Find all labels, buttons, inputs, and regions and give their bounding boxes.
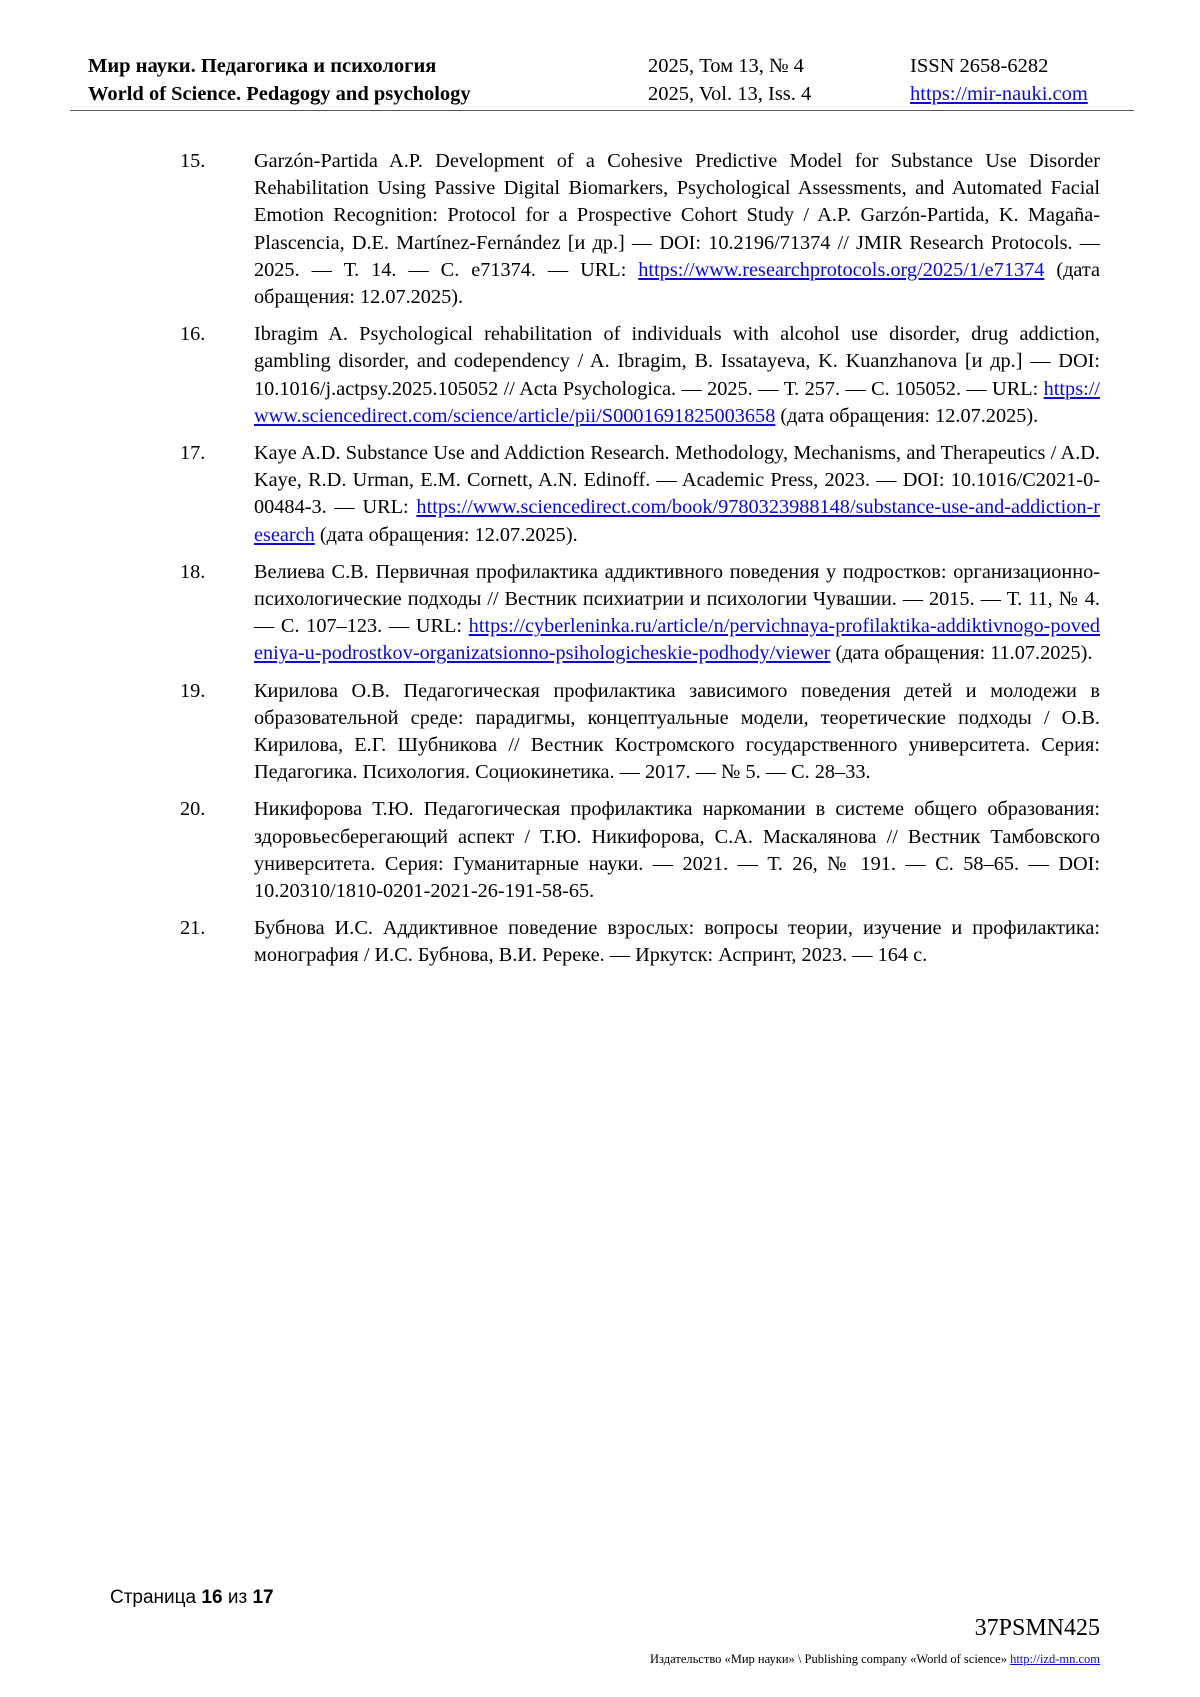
reference-item bbox=[180, 915, 1100, 969]
page-header bbox=[88, 52, 1134, 112]
reference-access-date: (дата обращения: 12.07.2025). bbox=[254, 258, 1100, 309]
journal-title-ru: Мир науки. Педагогика и психология bbox=[88, 55, 437, 77]
reference-text: Велиева С.В. Первичная профилактика аддиктивного поведения у подростков: организационно-психологические подходы // Вестник психиатрии и психологии Чувашии. — 2015. — Т. 11, № 4. — С. 107–123. — URL: bbox=[254, 560, 1100, 638]
publisher-text: Издательство «Мир науки» \ Publishing company «World of science» bbox=[650, 1652, 1011, 1666]
reference-item bbox=[180, 678, 1100, 787]
reference-number: 15. bbox=[180, 150, 206, 172]
reference-number: 21. bbox=[180, 917, 206, 940]
reference-access-date: (дата обращения: 12.07.2025). bbox=[314, 523, 578, 546]
reference-access-date: (дата обращения: 11.07.2025). bbox=[830, 642, 1093, 665]
page-label: Страница bbox=[110, 1587, 197, 1608]
header-divider bbox=[70, 110, 1134, 111]
reference-text: Garzón-Partida A.P. Development of a Cohesive Predictive Model for Substance Use Disorder Rehabilitation Using Passive Digital Biomarkers, Psychological Assessments, and Automated Facial Emotion Recognition: Protocol for a Prospective Cohort Study / A.P. Garzón-Partida, K. Magaña-Plascencia, D.E. Martínez-Fernández [и др.] — DOI: 10.2196/71374 // JMIR Research Protocols. — 2025. — Т. 14. — С. e71374. — URL: bbox=[254, 150, 1100, 281]
issue-info-en: 2025, Vol. 13, Iss. 4 bbox=[648, 83, 812, 105]
reference-link[interactable]: https://www.sciencedirect.com/science/article/pii/S0001691825003658 bbox=[254, 377, 1100, 427]
reference-number: 18. bbox=[180, 560, 206, 583]
reference-access-date: (дата обращения: 12.07.2025). bbox=[775, 404, 1039, 427]
reference-number: 19. bbox=[180, 679, 206, 702]
publisher-link[interactable]: http://izd-mn.com bbox=[1010, 1652, 1100, 1666]
issue-info-ru: 2025, Том 13, № 4 bbox=[648, 55, 804, 77]
reference-item bbox=[180, 559, 1100, 668]
reference-link[interactable]: https://www.researchprotocols.org/2025/1/e71374 bbox=[638, 258, 1045, 281]
issn: ISSN 2658-6282 bbox=[910, 55, 1049, 77]
reference-text: Никифорова Т.Ю. Педагогическая профилактика наркомании в системе общего образования: здоровьесберегающий аспект / Т.Ю. Никифорова, С.А. Маскалянова // Вестник Тамбовского университета. Серия: Гуманитарные науки. — 2021. — Т. 26, № 191. — С. 58–65. — DOI: 10.20310/1810-0201-2021-26-191-58-65. bbox=[254, 798, 1100, 903]
reference-text: Kaye A.D. Substance Use and Addiction Research. Methodology, Mechanisms, and Therapeutics / A.D. Kaye, R.D. Urman, E.M. Cornett, A.N. Edinoff. — Academic Press, 2023. — DOI: 10.1016/C2021-0-00484-3. — URL: bbox=[254, 442, 1100, 519]
page-total: 17 bbox=[252, 1587, 274, 1608]
reference-text: Ibragim A. Psychological rehabilitation of individuals with alcohol use disorder, drug addiction, gambling disorder, and codependency / A. Ibragim, B. Issatayeva, K. Kuanzhanova [и др.] — DOI: 10.1016/j.actpsy.2025.105052 // Acta Psychologica. — 2025. — Т. 257. — С. 105052. — URL: bbox=[254, 323, 1100, 400]
header-row-ru bbox=[88, 52, 1134, 80]
reference-number: 16. bbox=[180, 323, 206, 346]
reference-number: 17. bbox=[180, 442, 206, 465]
page-current: 16 bbox=[201, 1587, 223, 1608]
reference-item bbox=[180, 440, 1100, 549]
reference-item bbox=[180, 148, 1100, 311]
reference-number: 20. bbox=[180, 798, 206, 821]
reference-text: Кирилова О.В. Педагогическая профилактика зависимого поведения детей и молодежи в образовательной среде: парадигмы, концептуальные модели, теоретические подходы / О.В. Кирилова, Е.Г. Шубникова // Вестник Костромского государственного университета. Серия: Педагогика. Психология. Социокинетика. — 2017. — № 5. — С. 28–33. bbox=[254, 679, 1100, 784]
reference-item bbox=[180, 321, 1100, 430]
article-code: 37PSMN425 bbox=[974, 1615, 1100, 1641]
reference-list bbox=[180, 148, 1100, 980]
page-of: из bbox=[227, 1587, 248, 1608]
journal-site-link[interactable]: https://mir-nauki.com bbox=[910, 83, 1088, 105]
reference-link[interactable]: https://www.sciencedirect.com/book/9780323988148/substance-use-and-addiction-research bbox=[254, 496, 1100, 546]
reference-item bbox=[180, 796, 1100, 905]
header-row-en bbox=[88, 80, 1134, 108]
journal-title-en: World of Science. Pedagogy and psychology bbox=[88, 83, 471, 105]
reference-link[interactable]: https://cyberleninka.ru/article/n/pervichnaya-profilaktika-addiktivnogo-povedeniya-u-podrostkov-organizatsionno-psihologicheskie-podhody/viewer bbox=[254, 615, 1100, 665]
page-counter bbox=[110, 1587, 274, 1609]
publisher-line bbox=[650, 1652, 1100, 1667]
reference-text: Бубнова И.С. Аддиктивное поведение взрослых: вопросы теории, изучение и профилактика: монография / И.С. Бубнова, В.И. Ререке. — Иркутск: Аспринт, 2023. — 164 с. bbox=[254, 917, 1100, 967]
